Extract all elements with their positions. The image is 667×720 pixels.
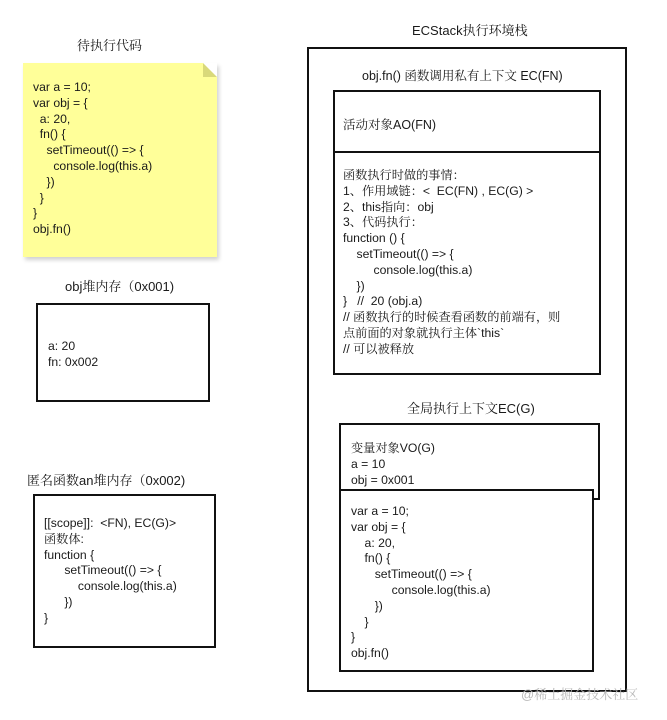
code-line: } // 20 (obj.a) [343, 294, 423, 309]
pending-code-note [23, 63, 217, 257]
global-code-lines [351, 504, 592, 662]
code-line: } [33, 190, 44, 205]
code-line: } [44, 610, 49, 625]
code-line: console.log(this.a) [351, 582, 491, 597]
code-line: var obj = { [33, 95, 88, 110]
code-line: var obj = { [351, 519, 406, 534]
code-line: obj = 0x001 [351, 472, 415, 487]
code-line: }) [343, 278, 365, 293]
code-line: 点前面的对象就执行主体`this` [343, 325, 505, 340]
code-line: 3、代码执行： [343, 215, 423, 230]
code-line: setTimeout(() => { [343, 246, 454, 261]
code-line: console.log(this.a) [44, 579, 177, 594]
pending-code-title: 待执行代码 [77, 38, 143, 53]
code-line: 函数执行时做的事情： [343, 168, 465, 182]
code-line: // 可以被释放 [343, 341, 415, 356]
code-line: a: 20, [351, 535, 396, 550]
obj-heap-lines [48, 339, 208, 371]
global-code-box [339, 489, 594, 672]
anon-heap-box [33, 494, 216, 648]
code-line: }) [44, 594, 73, 609]
watermark-text: @稀土掘金技术社区 [521, 687, 639, 702]
code-line: 变量对象VO(G) [351, 441, 435, 455]
code-line: a: 20, [33, 111, 71, 126]
code-line: 1、作用域链：< EC(FN) , EC(G) > [343, 183, 534, 198]
code-line: fn() { [33, 127, 66, 142]
code-line: } [33, 206, 38, 221]
ecstack-title: ECStack执行环境栈 [412, 23, 528, 38]
code-line: }) [33, 174, 55, 189]
code-line: obj.fn() [351, 646, 389, 661]
code-line: function { [44, 547, 95, 562]
ao-label: 活动对象AO(FN) [343, 118, 437, 132]
fn-context-title: obj.fn() 函数调用私有上下文 EC(FN) [362, 69, 563, 83]
code-line: console.log(this.a) [343, 262, 473, 277]
code-line: obj.fn() [33, 222, 71, 237]
code-line: setTimeout(() => { [44, 563, 162, 578]
fn-context-content [343, 168, 560, 358]
pending-code-lines [33, 80, 217, 238]
code-line: } [351, 630, 356, 645]
global-context-title: 全局执行上下文EC(G) [407, 401, 535, 416]
code-line: } [351, 614, 369, 629]
code-line: fn() { [351, 551, 391, 566]
fn-context-lines [343, 168, 560, 358]
code-line: console.log(this.a) [33, 158, 153, 173]
code-line: var a = 10; [351, 504, 409, 518]
code-line: a = 10 [351, 456, 386, 471]
vo-lines [351, 441, 598, 488]
code-line: 函数体: [44, 531, 84, 546]
code-line: 2、this指向：obj [343, 199, 434, 214]
obj-heap-title: obj堆内存（0x001) [65, 279, 175, 294]
code-line: }) [351, 598, 383, 613]
code-line: // 函数执行的时候查看函数的前端有，则 [343, 310, 561, 325]
code-line: [[scope]]: <FN), EC(G)> [44, 516, 177, 530]
code-line: fn: 0x002 [48, 354, 99, 369]
code-line: var a = 10; [33, 80, 91, 94]
code-line: function () { [343, 231, 405, 246]
obj-heap-box [36, 303, 210, 402]
code-line: setTimeout(() => { [351, 567, 472, 582]
note-fold-corner [203, 63, 217, 77]
anon-heap-lines [44, 516, 214, 627]
anon-heap-title: 匿名函数an堆内存（0x002) [27, 473, 186, 488]
ao-divider [335, 151, 599, 153]
code-line: a: 20 [48, 339, 76, 353]
code-line: setTimeout(() => { [33, 143, 144, 158]
